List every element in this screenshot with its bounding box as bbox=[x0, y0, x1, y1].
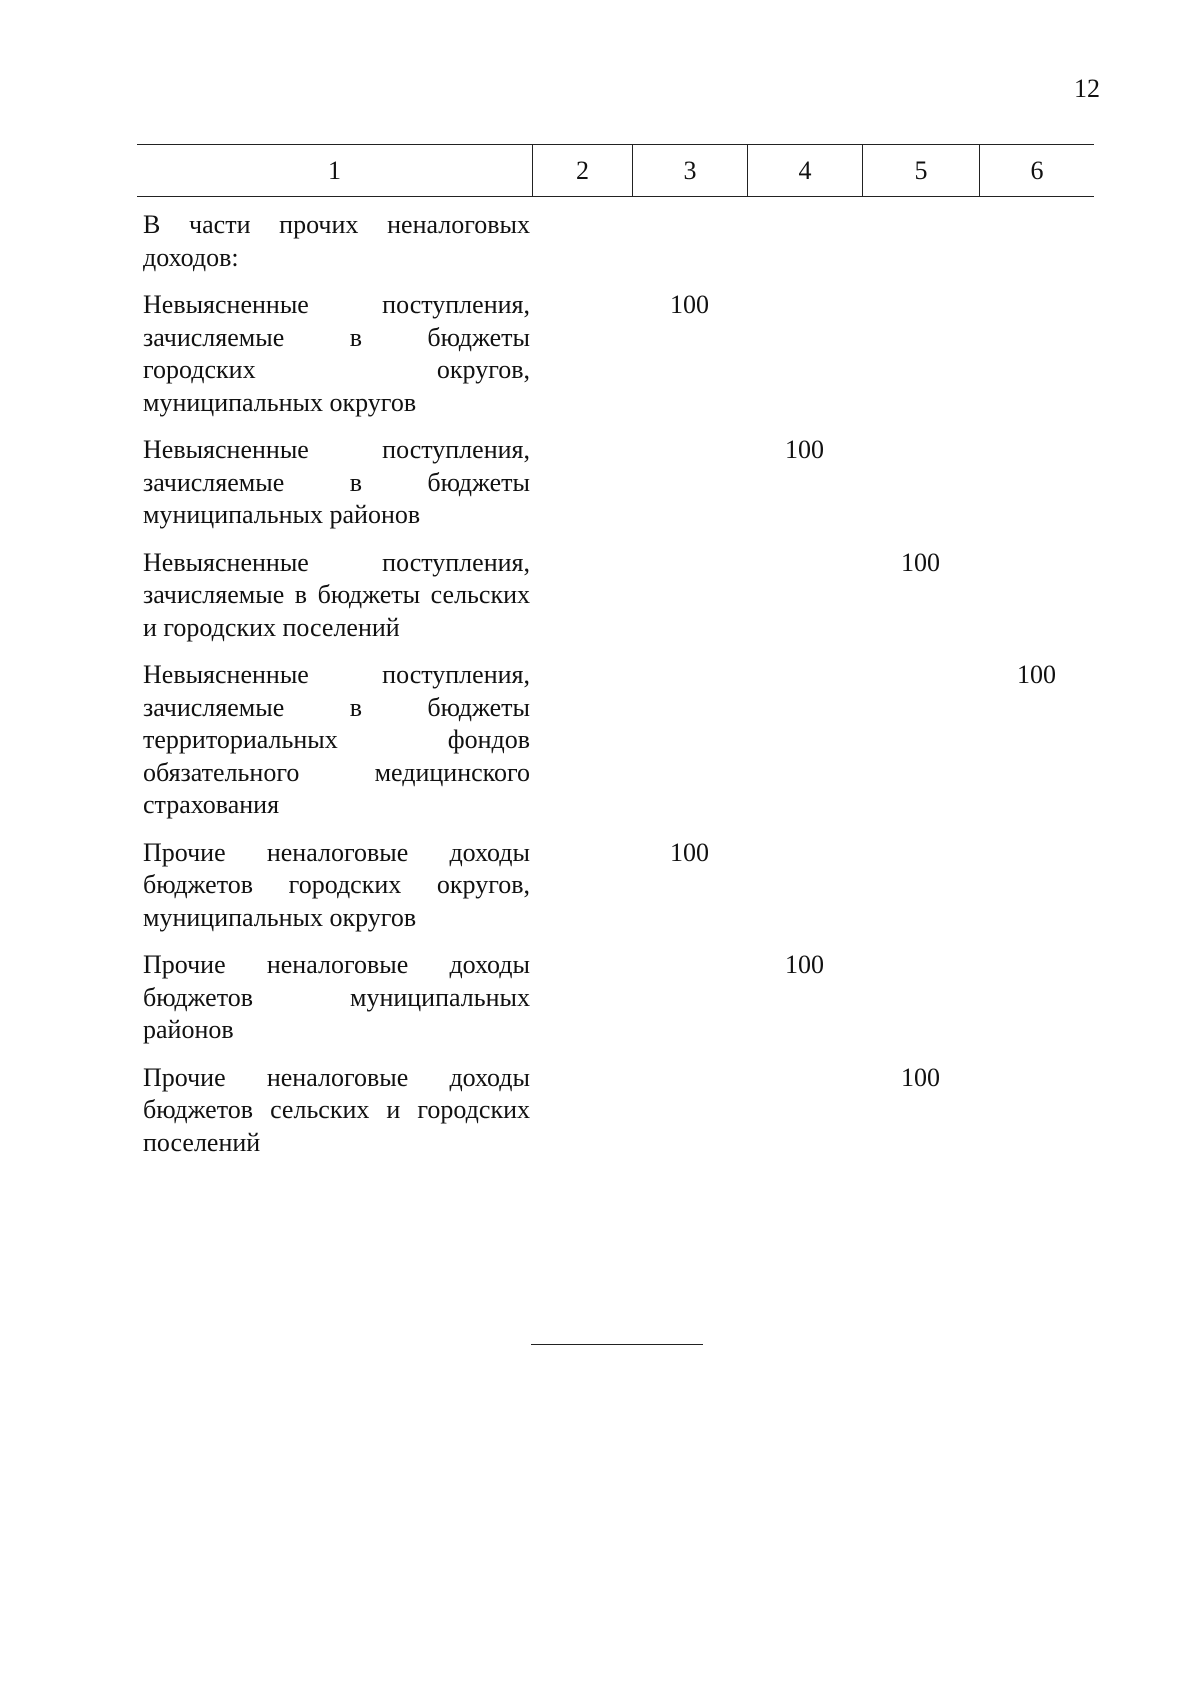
header-cell-5: 5 bbox=[862, 145, 979, 196]
table-row bbox=[137, 1062, 1094, 1160]
header-cell-4: 4 bbox=[747, 145, 862, 196]
row-value: 100 bbox=[1017, 660, 1056, 689]
end-of-document-rule bbox=[531, 1344, 703, 1345]
row-value: 100 bbox=[670, 837, 709, 867]
row-label: Прочие неналоговые доходы бюджетов муниципальных районов bbox=[143, 950, 530, 1044]
row-label: Прочие неналоговые доходы бюджетов сельских и городских поселений bbox=[143, 1062, 530, 1157]
row-label: Невыясненные поступления, зачисляемые в бюджеты сельских и городских поселений bbox=[143, 547, 530, 642]
table-header-row bbox=[137, 144, 1094, 197]
header-cell-3: 3 bbox=[632, 145, 747, 196]
row-label: Прочие неналоговые доходы бюджетов городских округов, муниципальных округов bbox=[143, 837, 530, 932]
table-row bbox=[137, 659, 1094, 822]
table-row bbox=[137, 949, 1094, 1047]
table-row bbox=[137, 547, 1094, 645]
distribution-table bbox=[137, 144, 1094, 1159]
table-row bbox=[137, 434, 1094, 532]
row-value: 100 bbox=[901, 547, 940, 577]
page-number: 12 bbox=[1074, 74, 1100, 103]
row-value: 100 bbox=[785, 950, 824, 979]
row-label: Невыясненные поступления, зачисляемые в бюджеты муниципальных районов bbox=[143, 435, 530, 529]
table-row bbox=[137, 837, 1094, 935]
row-label: Невыясненные поступления, зачисляемые в бюджеты городских округов, муниципальных округов bbox=[143, 290, 530, 417]
row-label: В части прочих неналоговых доходов: bbox=[143, 210, 530, 272]
table-row bbox=[137, 289, 1094, 419]
table-row bbox=[137, 209, 1094, 274]
row-value: 100 bbox=[670, 290, 709, 319]
header-cell-6: 6 bbox=[979, 145, 1094, 196]
row-value: 100 bbox=[785, 435, 824, 464]
row-value: 100 bbox=[901, 1062, 940, 1092]
row-label: Невыясненные поступления, зачисляемые в бюджеты территориальных фондов обязательного медицинского страхования bbox=[143, 660, 530, 819]
header-cell-2: 2 bbox=[532, 145, 632, 196]
header-cell-1: 1 bbox=[328, 155, 341, 185]
